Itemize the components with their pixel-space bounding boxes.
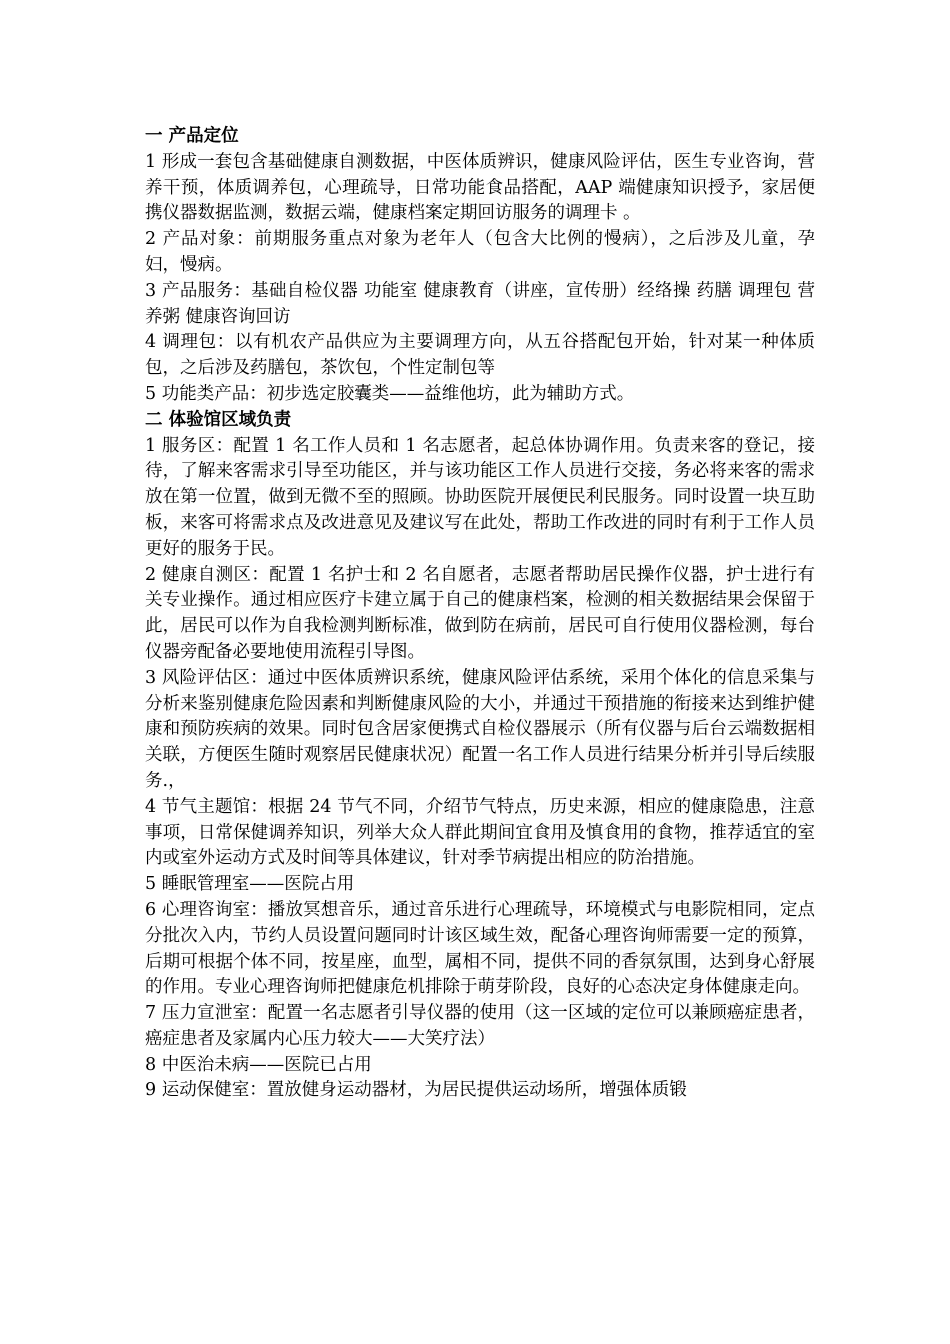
paragraph-2-4: 4 节气主题馆：根据 24 节气不同，介绍节气特点，历史来源，相应的健康隐患，注意事项，日常保健调养知识，列举大众人群此期间宜食用及慎食用的食物，推荐适宜的室内或室外运动方式及时间等具体建议，针对季节病提出相应的防治措施。 (145, 796, 815, 869)
paragraph-2-7: 7 压力宣泄室：配置一名志愿者引导仪器的使用（这一区域的定位可以兼顾癌症患者，癌症患者及家属内心压力较大——大笑疗法） (145, 1003, 815, 1049)
paragraph-1-2: 2 产品对象：前期服务重点对象为老年人（包含大比例的慢病），之后涉及儿童，孕妇，慢病。 (145, 229, 815, 275)
paragraph-1-4: 4 调理包：以有机农产品供应为主要调理方向，从五谷搭配包开始，针对某一种体质包，之后涉及药膳包，茶饮包，个性定制包等 (145, 332, 815, 379)
paragraph-1-1: 1 形成一套包含基础健康自测数据，中医体质辨识，健康风险评估，医生专业咨询，营养干预，体质调养包，心理疏导，日常功能食品搭配，AAP 端健康知识授予，家居便携仪器数据监测，数据云端，健康档案定期回访服务的调理卡 。 (145, 151, 815, 224)
paragraph-2-1: 1 服务区：配置 1 名工作人员和 1 名志愿者，起总体协调作用。负责来客的登记，接待，了解来客需求引导至功能区，并与该功能区工作人员进行交接，务必将来客的需求放在第一位置，做到无微不至的照顾。协助医院开展便民利民服务。同时设置一块互助板，来客可将需求点及改进意见及建议写在此处，帮助工作改进的同时有利于工作人员更好的服务于民。 (145, 435, 815, 559)
paragraph-2-8: 8 中医治未病——医院已占用 (145, 1054, 372, 1075)
paragraph-2-9: 9 运动保健室：置放健身运动器材，为居民提供运动场所，增强体质锻 (145, 1080, 687, 1101)
paragraph-2-3: 3 风险评估区：通过中医体质辨识系统，健康风险评估系统，采用个体化的信息采集与分析来鉴别健康危险因素和判断健康风险的大小，并通过干预措施的衔接来达到维护健康和预防疾病的效果。同时包含居家便携式自检仪器展示（所有仪器与后台云端数据相关联，方便医生随时观察居民健康状况）配置一名工作人员进行结果分析并引导后续服务.， (145, 667, 815, 791)
paragraph-2-6: 6 心理咨询室：播放冥想音乐，通过音乐进行心理疏导，环境模式与电影院相同，定点分批次入内，节约人员设置问题同时计该区域生效，配备心理咨询师需要一定的预算，后期可根据个体不同，按星座，血型，属相不同，提供不同的香氛氛围，达到身心舒展的作用。专业心理咨询师把健康危机排除于萌芽阶段，良好的心态决定身体健康走向。 (145, 899, 815, 998)
section-heading-product-positioning: 一 产品定位 (145, 126, 239, 146)
document-page (145, 124, 815, 1104)
paragraph-2-2: 2 健康自测区：配置 1 名护士和 2 名自愿者，志愿者帮助居民操作仪器，护士进行有关专业操作。通过相应医疗卡建立属于自己的健康档案，检测的相关数据结果会保留于此，居民可以作为自我检测判断标准，做到防在病前，居民可自行使用仪器检测，每台仪器旁配备必要地使用流程引导图。 (145, 564, 815, 662)
paragraph-1-5: 5 功能类产品：初步选定胶囊类——益维他坊，此为辅助方式。 (145, 383, 635, 404)
paragraph-2-5: 5 睡眠管理室——医院占用 (145, 874, 355, 895)
section-heading-experience-hall: 二 体验馆区域负责 (145, 409, 292, 430)
paragraph-1-3: 3 产品服务：基础自检仪器 功能室 健康教育（讲座，宣传册）经络操 药膳 调理包 营养粥 健康咨询回访 (145, 280, 815, 327)
